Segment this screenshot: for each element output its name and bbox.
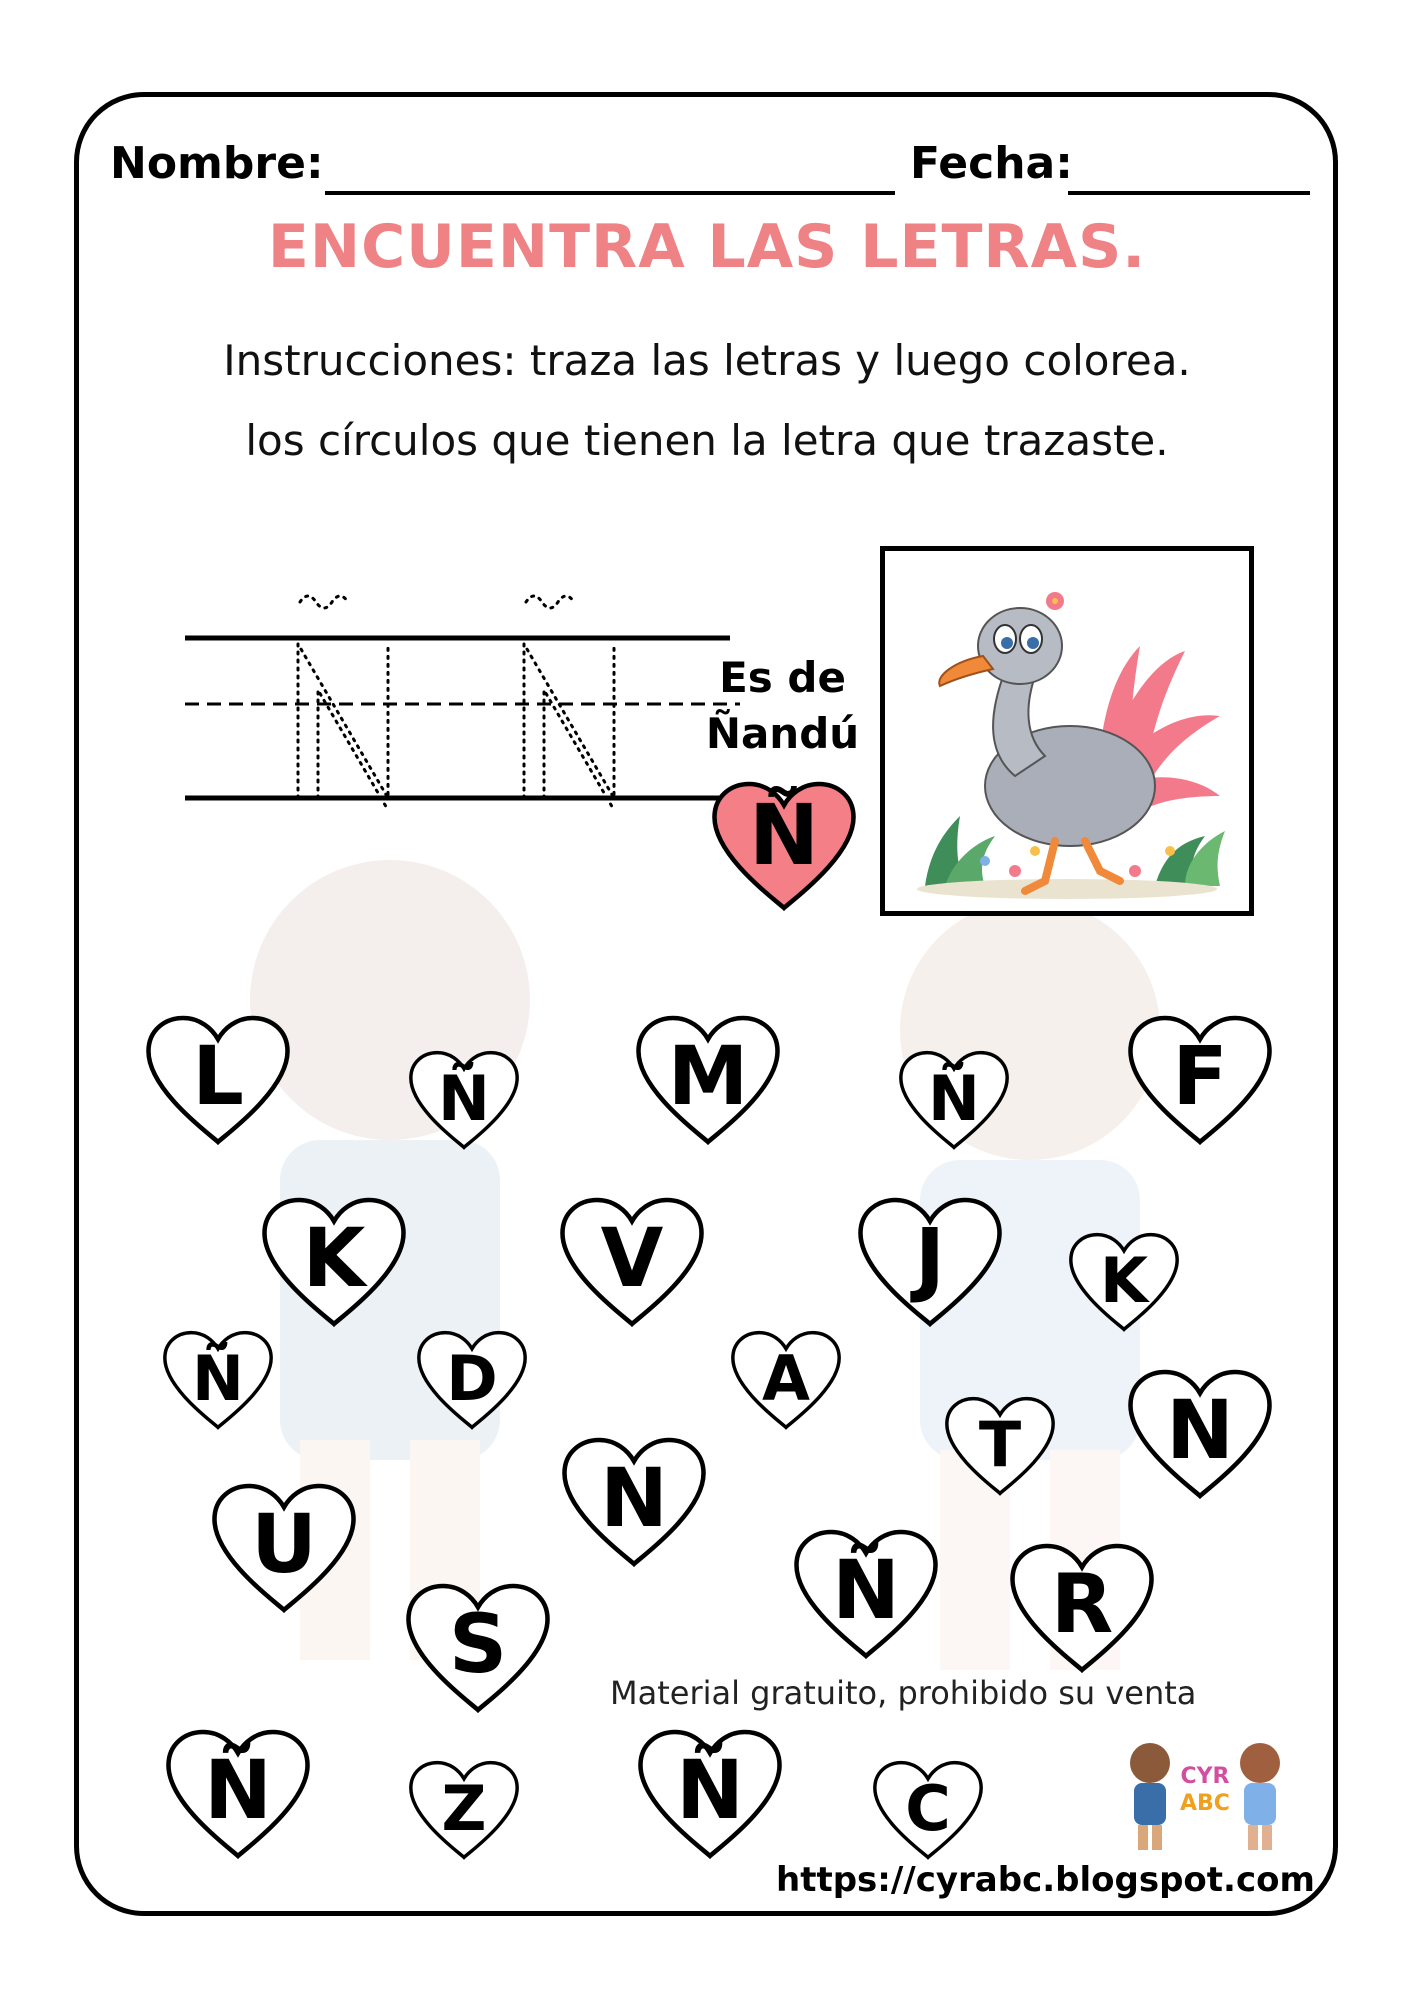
letter-heart[interactable] [788, 1526, 944, 1662]
letter-heart[interactable] [404, 1758, 524, 1862]
heart-letter: K [302, 1212, 366, 1306]
heart-letter: M [667, 1030, 749, 1124]
heart-letter: N [1166, 1384, 1234, 1478]
letter-heart[interactable] [400, 1580, 556, 1716]
letter-heart[interactable] [1122, 1366, 1278, 1502]
letter-heart[interactable] [412, 1328, 532, 1432]
heart-letter: Ñ [438, 1062, 490, 1135]
header-row [110, 138, 1310, 198]
letter-heart[interactable] [726, 1328, 846, 1432]
letter-heart[interactable] [160, 1726, 316, 1862]
heart-letter: C [905, 1772, 951, 1845]
letter-heart[interactable] [1064, 1230, 1184, 1334]
heart-letter: F [1172, 1030, 1228, 1124]
example-heart [706, 778, 862, 914]
svg-text:ABC: ABC [1180, 1791, 1230, 1816]
tracing-area[interactable] [180, 580, 740, 820]
nandu-picture-box [880, 546, 1254, 916]
letter-heart[interactable] [1122, 1012, 1278, 1148]
letter-heart[interactable] [140, 1012, 296, 1148]
letter-heart[interactable] [206, 1480, 362, 1616]
head-shape [978, 608, 1062, 684]
letter-heart[interactable] [632, 1726, 788, 1862]
heart-letter: Ñ [204, 1744, 272, 1838]
date-label: Fecha: [910, 138, 1073, 189]
letter-heart[interactable] [404, 1048, 524, 1152]
free-material-notice: Material gratuito, prohibido su venta [610, 1674, 1197, 1712]
heart-letter: L [192, 1030, 244, 1124]
letter-heart[interactable] [556, 1434, 712, 1570]
letter-heart[interactable] [894, 1048, 1014, 1152]
heart-letter: Ñ [192, 1342, 244, 1415]
letter-heart[interactable] [852, 1194, 1008, 1330]
example-caption-line-1: Es de [719, 653, 846, 702]
website-url[interactable]: https://cyrabc.blogspot.com [776, 1860, 1315, 1900]
worksheet-title: ENCUENTRA LAS LETRAS. [267, 212, 1147, 282]
letter-heart[interactable] [630, 1012, 786, 1148]
heart-letter: S [448, 1598, 508, 1692]
heart-letter: D [446, 1342, 498, 1415]
name-field-line[interactable] [325, 191, 895, 195]
example-heart-letter: Ñ [748, 786, 820, 884]
cyrabc-logo [1110, 1728, 1300, 1858]
heart-letter: T [978, 1408, 1022, 1481]
letter-heart[interactable] [868, 1758, 988, 1862]
heart-letter: J [914, 1212, 946, 1306]
heart-letter: V [600, 1212, 664, 1306]
heart-letter: K [1099, 1244, 1149, 1317]
heart-letter: Ñ [832, 1544, 900, 1638]
instructions-line-2: los círculos que tienen la letra que trazaste. [245, 416, 1169, 465]
heart-letter: U [251, 1498, 317, 1592]
letter-heart[interactable] [940, 1394, 1060, 1498]
logo-text: CYR [1180, 1764, 1230, 1789]
letter-heart[interactable] [256, 1194, 412, 1330]
heart-letter: Z [441, 1772, 487, 1845]
date-field-line[interactable] [1068, 191, 1310, 195]
letter-heart[interactable] [554, 1194, 710, 1330]
heart-letter: A [762, 1342, 810, 1415]
heart-letter: Ñ [676, 1744, 744, 1838]
heart-letter: R [1050, 1558, 1114, 1652]
heart-letter: Ñ [928, 1062, 980, 1135]
heart-letter: N [600, 1452, 668, 1546]
nandu-bird-illustration [885, 551, 1249, 911]
beak-icon [939, 656, 993, 686]
instructions-line-1: Instrucciones: traza las letras y luego colorea. [223, 336, 1191, 385]
example-caption [690, 650, 875, 762]
name-label: Nombre: [110, 138, 324, 189]
letter-heart[interactable] [1004, 1540, 1160, 1676]
letter-heart[interactable] [158, 1328, 278, 1432]
example-caption-line-2: Ñandú [705, 709, 860, 758]
